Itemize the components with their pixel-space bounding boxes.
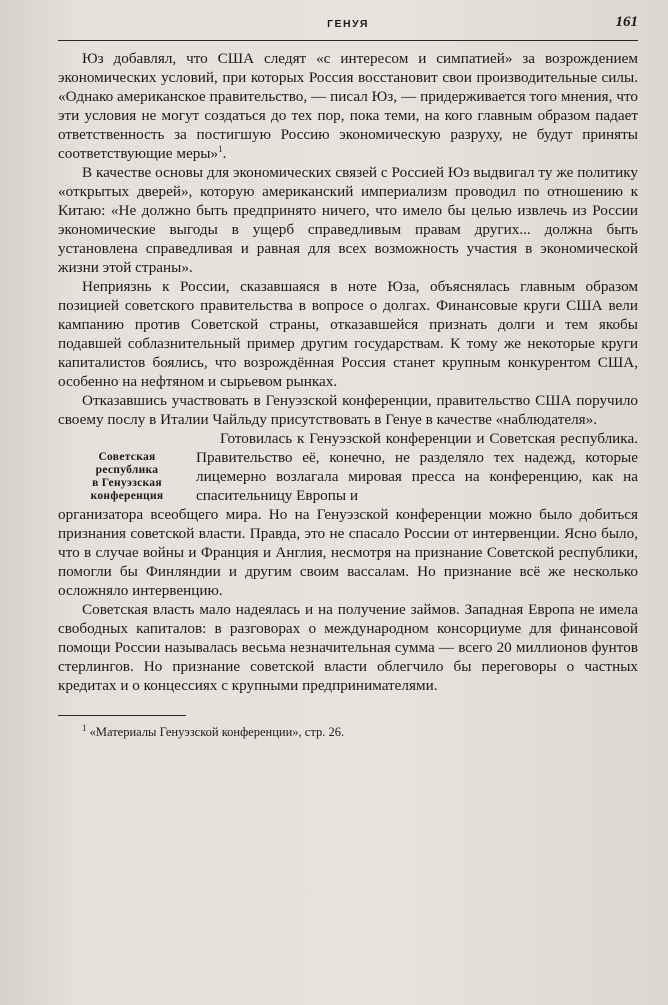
page-number: 161 — [615, 14, 638, 30]
paragraph-1 — [58, 49, 638, 163]
paragraph-2: В качестве основы для экономических связей с Россией Юз выдвигал ту же политику «открытых дверей», которую американский империализм проводил по отношению к Китаю: «Не должно быть предпринято ничего, что имело бы целью извлечь из России экономические выгоды в ущерб справедливым правам других... должна быть установлена справедливая и равная для всех возможность участия в экономической жизни этой страны». — [58, 164, 638, 276]
side-note-block — [58, 429, 638, 505]
side-text-column — [196, 429, 638, 505]
margin-note-line: в Генуэзская — [92, 477, 162, 489]
page-header — [58, 14, 638, 41]
footnote-divider — [58, 715, 186, 716]
paragraph-3: Неприязнь к России, сказавшаяся в ноте Юза, объяснялась главным образом позицией советского правительства в вопросе о долгах. Финансовые круги США вели кампанию против Советской страны, отказавшейся признать долги и тем якобы подавшей соблазнительный пример другим государствам. К тому же некоторые круги капиталистов боялись, что возрождённая Россия станет крупным конкурентом США, особенно на нефтяном и сырьевом рынках. — [58, 278, 638, 390]
running-title: ГЕНУЯ — [327, 18, 369, 30]
paragraph-1-end: . — [222, 145, 227, 162]
footnote-marker: 1 — [82, 722, 87, 733]
footnote-ref: 1 — [218, 143, 223, 154]
margin-note-line: Советская — [98, 451, 156, 463]
margin-note — [58, 451, 196, 503]
margin-note-line: конференция — [90, 490, 164, 502]
main-text — [58, 49, 638, 695]
paragraph-5-continued: организатора всеобщего мира. Но на Генуэзской конференции можно было добиться признания советской власти. Правда, это не спасало России от интервенции. Ясно было, что в случае войны и Франция и Англия, несмотря на признание Советской республики, помогли бы Финляндии и другим своим вассалам. Но признание всё же несколько осложняло интервенцию. — [58, 506, 638, 599]
margin-note-line: республика — [95, 464, 159, 476]
paragraph-4: Отказавшись участвовать в Генуэзской конференции, правительство США поручило своему послу в Италии Чайльду присутствовать в Генуе в качестве «наблюдателя». — [58, 392, 638, 428]
paragraph-1-text: Юз добавлял, что США следят «с интересом и симпатией» за возрождением экономических условий, при которых Россия восстановит свои производительные силы. «Однако американское правительство, — писал Юз, — придерживается того мнения, что эти условия не могут создаться до тех пор, пока теми, на кого главным образом падает ответственность за постигшую Россию экономическую разруху, не будут приняты соответствующие меры» — [58, 50, 638, 162]
footnote-text: «Материалы Генуэзской конференции», стр. 26. — [86, 725, 345, 739]
paragraph-5-side: Готовилась к Генуэзской конференции и Советская республика. Правительство её, конечно, не разделяло тех надежд, которые лицемерно возлагала мировая пресса на конференцию, как на спасительницу Европы и — [196, 430, 638, 504]
paragraph-6: Советская власть мало надеялась и на получение займов. Западная Европа не имела свободных капиталов: в разговорах о международном консорциуме для финансовой помощи России называлась весьма незначительная сумма — всего 20 миллионов фунтов стерлингов. Но признание советской власти облегчило бы переговоры о частных кредитах и о концессиях с крупными предпринимателями. — [58, 601, 638, 694]
footnote — [58, 724, 638, 740]
